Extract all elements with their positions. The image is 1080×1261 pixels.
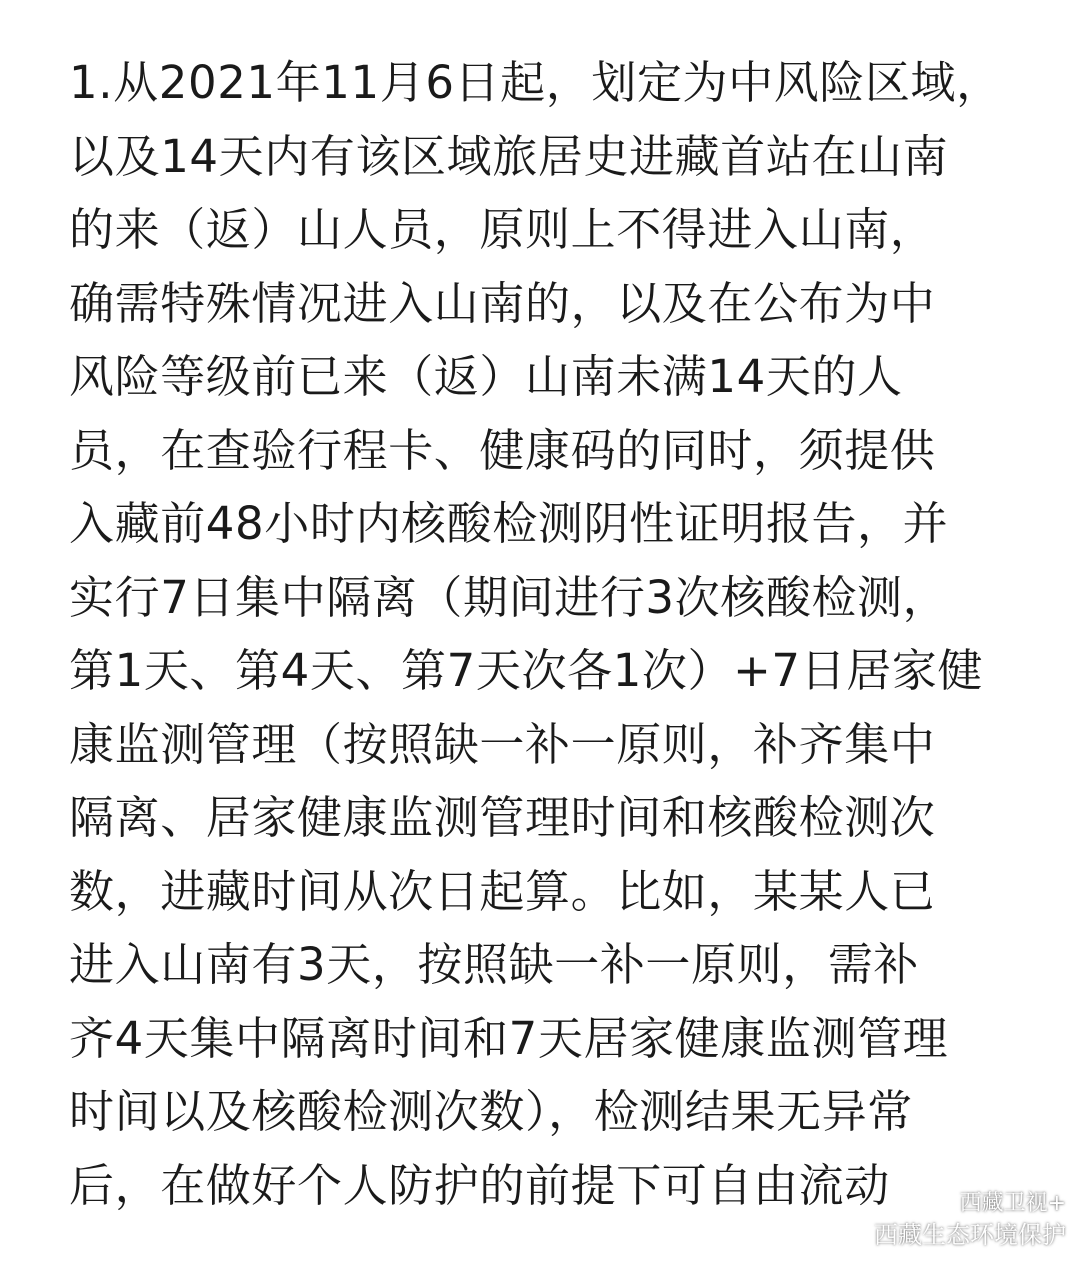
article-line-5: 风险等级前已来（返）山南未满14天的人: [69, 350, 903, 403]
article-line-7: 入藏前48小时内核酸检测阴性证明报告，并: [69, 497, 949, 550]
article-line-12: 数，进藏时间从次日起算。比如，某某人已: [69, 864, 936, 918]
article-line-6: 员，在查验行程卡、健康码的同时，须提供: [69, 423, 936, 477]
watermark-line-1: 西藏卫视+: [959, 1191, 1066, 1216]
article-line-9: 第1天、第4天、第7天次各1次）+7日居家健: [69, 644, 984, 697]
watermark-line-2: 西藏生态环境保护: [874, 1221, 1066, 1249]
article-line-15: 时间以及核酸检测次数），检测结果无异常: [69, 1085, 913, 1138]
article-line-2: 以及14天内有该区域旅居史进藏首站在山南: [69, 129, 949, 183]
article-line-1: 1.从2021年11月6日起，划定为中风险区域，: [69, 56, 1002, 109]
article-line-14: 齐4天集中隔离时间和7天居家健康监测管理: [69, 1011, 949, 1065]
article-line-3: 的来（返）山人员，原则上不得进入山南，: [69, 203, 936, 256]
article-line-8: 实行7日集中隔离（期间进行3次核酸检测，: [69, 570, 949, 624]
article-line-11: 隔离、居家健康监测管理时间和核酸检测次: [69, 791, 936, 844]
article-line-10: 康监测管理（按照缺一补一原则，补齐集中: [69, 717, 936, 771]
article-line-16: 后，在做好个人防护的前提下可自由流动: [69, 1158, 890, 1212]
article-line-4: 确需特殊情况进入山南的，以及在公布为中: [69, 276, 936, 330]
article-body: [69, 46, 1029, 1222]
article-line-13: 进入山南有3天，按照缺一补一原则，需补: [69, 938, 920, 991]
